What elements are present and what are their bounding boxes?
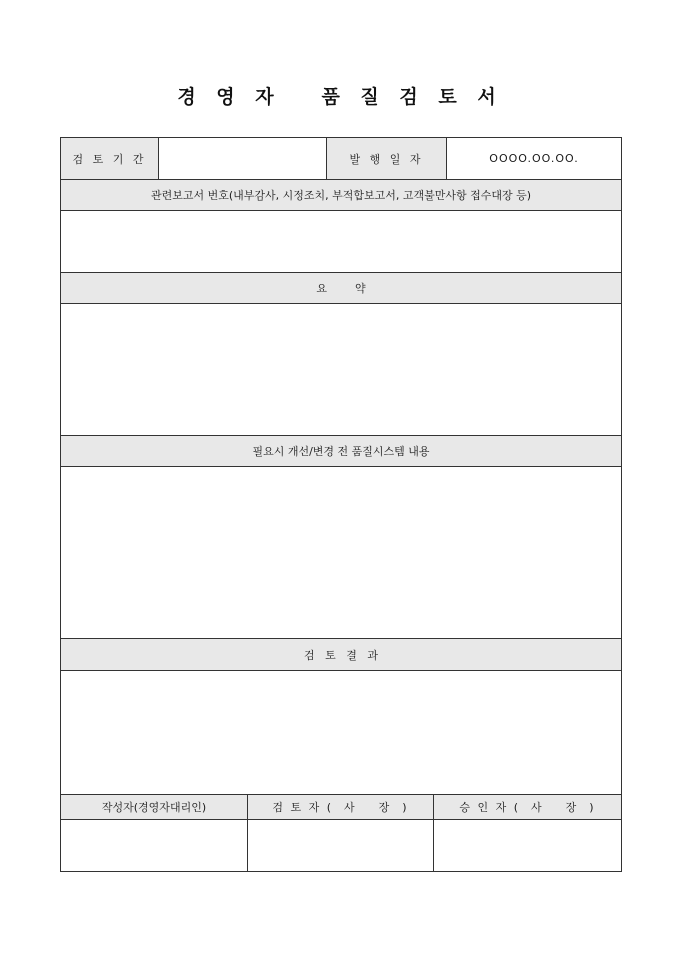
issue-date-field[interactable]: OOOO.OO.OO. [447, 138, 622, 180]
author-signature-field[interactable] [61, 820, 248, 872]
reviewer-signature-field[interactable] [248, 820, 434, 872]
approver-signature-field[interactable] [434, 820, 622, 872]
review-result-field[interactable] [61, 671, 622, 795]
related-reports-header: 관련보고서 번호(내부감사, 시정조치, 부적합보고서, 고객불만사항 접수대장 등) [61, 180, 622, 211]
review-form-table [60, 137, 622, 795]
issue-date-label: 발 행 일 자 [327, 138, 447, 180]
summary-field[interactable] [61, 304, 622, 436]
system-changes-header: 필요시 개선/변경 전 품질시스템 내용 [61, 436, 622, 467]
related-reports-field[interactable] [61, 211, 622, 273]
signature-table [60, 794, 622, 872]
summary-header: 요 약 [61, 273, 622, 304]
author-label: 작성자(경영자대리인) [61, 795, 248, 820]
review-period-field[interactable] [159, 138, 327, 180]
system-changes-field[interactable] [61, 467, 622, 639]
review-period-label: 검 토 기 간 [61, 138, 159, 180]
document-title: 경 영 자 품 질 검 토 서 [177, 86, 503, 108]
reviewer-label: 검 토 자 ( 사 장 ) [248, 795, 434, 820]
approver-label: 승 인 자 ( 사 장 ) [434, 795, 622, 820]
review-result-header: 검 토 결 과 [61, 639, 622, 671]
